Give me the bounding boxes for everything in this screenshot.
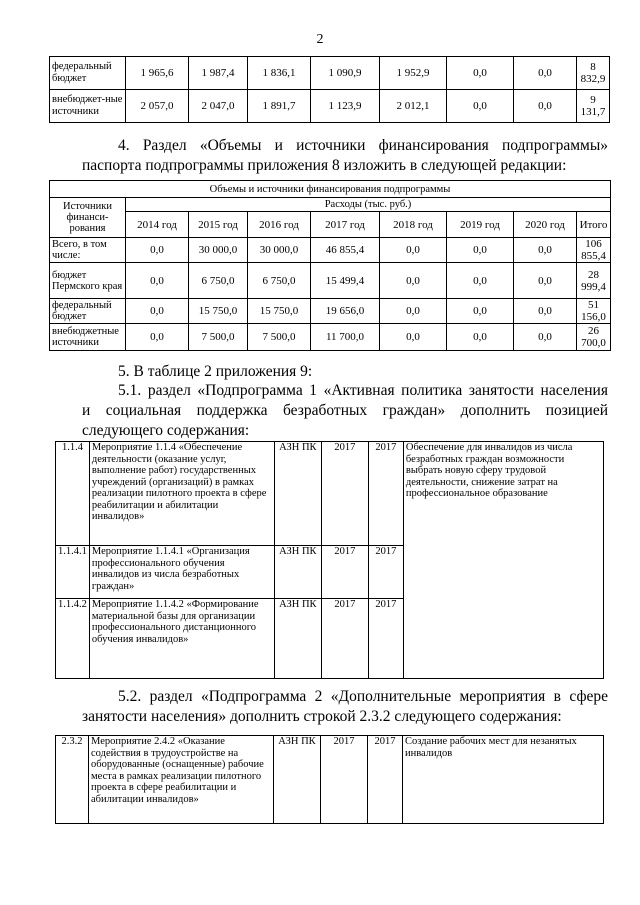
value-cell: 0,0 bbox=[514, 238, 577, 263]
value-cell: 1 836,1 bbox=[248, 57, 311, 90]
event-name: Мероприятие 1.1.4.1 «Организация профессионального обучения инвалидов из числа безработных граждан» bbox=[89, 546, 274, 599]
value-cell: 0,0 bbox=[126, 238, 189, 263]
table-row bbox=[56, 442, 604, 546]
funding-table bbox=[49, 180, 611, 351]
source-cell: бюджет Пермского края bbox=[50, 263, 126, 299]
executor: АЗН ПК bbox=[274, 546, 321, 599]
value-cell: 15 750,0 bbox=[189, 299, 248, 324]
end-year: 2017 bbox=[368, 599, 403, 679]
event-name: Мероприятие 2.4.2 «Оказание содействия в трудоустройстве на оборудованные (оснащенные) рабочие места в рамках реализации пилотного проекта в сфере реабилитации и абилитации инвалидов» bbox=[89, 736, 274, 824]
row-number: 1.1.4 bbox=[56, 442, 90, 546]
table-row bbox=[50, 238, 611, 263]
year-header: 2019 год bbox=[447, 212, 514, 238]
year-header: 2016 год bbox=[248, 212, 311, 238]
value-cell: 0,0 bbox=[447, 324, 514, 351]
value-cell: 0,0 bbox=[514, 263, 577, 299]
end-year: 2017 bbox=[368, 736, 403, 824]
value-cell: 6 750,0 bbox=[248, 263, 311, 299]
paragraph-5-1-line-1: 5.1. раздел «Подпрограмма 1 «Активная политика занятости населения bbox=[118, 382, 608, 399]
value-cell: 2 047,0 bbox=[189, 90, 248, 123]
value-cell: 0,0 bbox=[447, 57, 514, 90]
years-row bbox=[50, 212, 611, 238]
events-table-subprogram-1 bbox=[55, 441, 604, 679]
year-header: 2014 год bbox=[126, 212, 189, 238]
start-year: 2017 bbox=[321, 546, 368, 599]
year-header: 2017 год bbox=[311, 212, 380, 238]
value-cell: 106 855,4 bbox=[577, 238, 611, 263]
expenses-header: Расходы (тыс. руб.) bbox=[126, 198, 611, 212]
value-cell: 0,0 bbox=[447, 263, 514, 299]
value-cell: 6 750,0 bbox=[189, 263, 248, 299]
value-cell: 0,0 bbox=[380, 238, 447, 263]
value-cell: 30 000,0 bbox=[189, 238, 248, 263]
table-row bbox=[50, 263, 611, 299]
year-header: 2018 год bbox=[380, 212, 447, 238]
row-number: 2.3.2 bbox=[56, 736, 89, 824]
source-cell: внебюджет-ные источники bbox=[50, 90, 126, 123]
paragraph-5-2-line-2: занятости населения» дополнить строкой 2.3.2 следующего содержания: bbox=[82, 708, 562, 725]
start-year: 2017 bbox=[321, 736, 368, 824]
table-row bbox=[56, 736, 604, 824]
value-cell: 28 999,4 bbox=[577, 263, 611, 299]
value-cell: 0,0 bbox=[126, 299, 189, 324]
value-cell: 1 952,9 bbox=[380, 57, 447, 90]
paragraph-5-1-line-3: следующего содержания: bbox=[82, 422, 250, 439]
source-header: Источники финанси-рования bbox=[50, 198, 126, 238]
table-caption: Объемы и источники финансирования подпрограммы bbox=[50, 181, 611, 198]
value-cell: 0,0 bbox=[447, 238, 514, 263]
table-row bbox=[50, 299, 611, 324]
executor: АЗН ПК bbox=[274, 736, 321, 824]
value-cell: 0,0 bbox=[514, 90, 577, 123]
value-cell: 1 123,9 bbox=[311, 90, 380, 123]
page-number: 2 bbox=[316, 32, 324, 47]
value-cell: 51 156,0 bbox=[577, 299, 611, 324]
value-cell: 1 090,9 bbox=[311, 57, 380, 90]
executor: АЗН ПК bbox=[274, 599, 321, 679]
event-name: Мероприятие 1.1.4.2 «Формирование материальной базы для организации профессионального дистанционного обучения инвалидов» bbox=[89, 599, 274, 679]
value-cell: 0,0 bbox=[380, 324, 447, 351]
year-header: 2020 год bbox=[514, 212, 577, 238]
expected-result bbox=[403, 546, 603, 599]
expected-result bbox=[403, 599, 603, 679]
row-number: 1.1.4.1 bbox=[56, 546, 90, 599]
value-cell: 2 057,0 bbox=[126, 90, 189, 123]
value-cell: 0,0 bbox=[514, 57, 577, 90]
paragraph-5-2-line-1: 5.2. раздел «Подпрограмма 2 «Дополнительные мероприятия в сфере bbox=[118, 688, 608, 705]
value-cell: 26 700,0 bbox=[577, 324, 611, 351]
expected-result: Создание рабочих мест для незанятых инвалидов bbox=[403, 736, 604, 824]
paragraph-4-line-2: паспорта подпрограммы приложения 8 изложить в следующей редакции: bbox=[82, 157, 567, 174]
value-cell: 0,0 bbox=[380, 299, 447, 324]
source-cell: федеральный бюджет bbox=[50, 299, 126, 324]
value-cell: 0,0 bbox=[447, 299, 514, 324]
table-row bbox=[56, 546, 604, 599]
value-cell: 0,0 bbox=[380, 263, 447, 299]
year-header: Итого bbox=[577, 212, 611, 238]
value-cell: 1 987,4 bbox=[189, 57, 248, 90]
paragraph-5-1-line-2: и социальная поддержка безработных граждан» дополнить позицией bbox=[82, 402, 608, 419]
value-cell: 7 500,0 bbox=[248, 324, 311, 351]
end-year: 2017 bbox=[368, 546, 403, 599]
value-cell: 8 832,9 bbox=[577, 57, 610, 90]
value-cell: 15 750,0 bbox=[248, 299, 311, 324]
year-header: 2015 год bbox=[189, 212, 248, 238]
value-cell: 2 012,1 bbox=[380, 90, 447, 123]
expected-result: Обеспечение для инвалидов из числа безработных граждан возможности выбрать новую сферу трудовой деятельности, снижение затрат на профессиональное образование bbox=[403, 442, 603, 546]
table-row bbox=[50, 57, 610, 90]
value-cell: 11 700,0 bbox=[311, 324, 380, 351]
end-year: 2017 bbox=[368, 442, 403, 546]
value-cell: 15 499,4 bbox=[311, 263, 380, 299]
start-year: 2017 bbox=[321, 442, 368, 546]
value-cell: 0,0 bbox=[514, 324, 577, 351]
row-number: 1.1.4.2 bbox=[56, 599, 90, 679]
value-cell: 0,0 bbox=[514, 299, 577, 324]
value-cell: 0,0 bbox=[447, 90, 514, 123]
table-row bbox=[56, 599, 604, 679]
source-cell: Всего, в том числе: bbox=[50, 238, 126, 263]
value-cell: 19 656,0 bbox=[311, 299, 380, 324]
source-cell: федеральный бюджет bbox=[50, 57, 126, 90]
value-cell: 0,0 bbox=[126, 324, 189, 351]
value-cell: 0,0 bbox=[126, 263, 189, 299]
value-cell: 1 891,7 bbox=[248, 90, 311, 123]
value-cell: 7 500,0 bbox=[189, 324, 248, 351]
value-cell: 9 131,7 bbox=[577, 90, 610, 123]
value-cell: 46 855,4 bbox=[311, 238, 380, 263]
value-cell: 30 000,0 bbox=[248, 238, 311, 263]
value-cell: 1 965,6 bbox=[126, 57, 189, 90]
events-table-subprogram-2 bbox=[55, 735, 604, 824]
funding-table-continuation bbox=[49, 56, 610, 123]
executor: АЗН ПК bbox=[274, 442, 321, 546]
paragraph-5: 5. В таблице 2 приложения 9: bbox=[118, 363, 313, 380]
event-name: Мероприятие 1.1.4 «Обеспечение деятельности (оказание услуг, выполнение работ) государственных учреждений (организаций) в рамках реализации пилотного проекта в сфере реабилитации и абилитации инвалидов» bbox=[89, 442, 274, 546]
table-row bbox=[50, 324, 611, 351]
source-cell: внебюджетные источники bbox=[50, 324, 126, 351]
start-year: 2017 bbox=[321, 599, 368, 679]
table-row bbox=[50, 90, 610, 123]
paragraph-4-line-1: 4. Раздел «Объемы и источники финансирования подпрограммы» bbox=[118, 137, 608, 154]
